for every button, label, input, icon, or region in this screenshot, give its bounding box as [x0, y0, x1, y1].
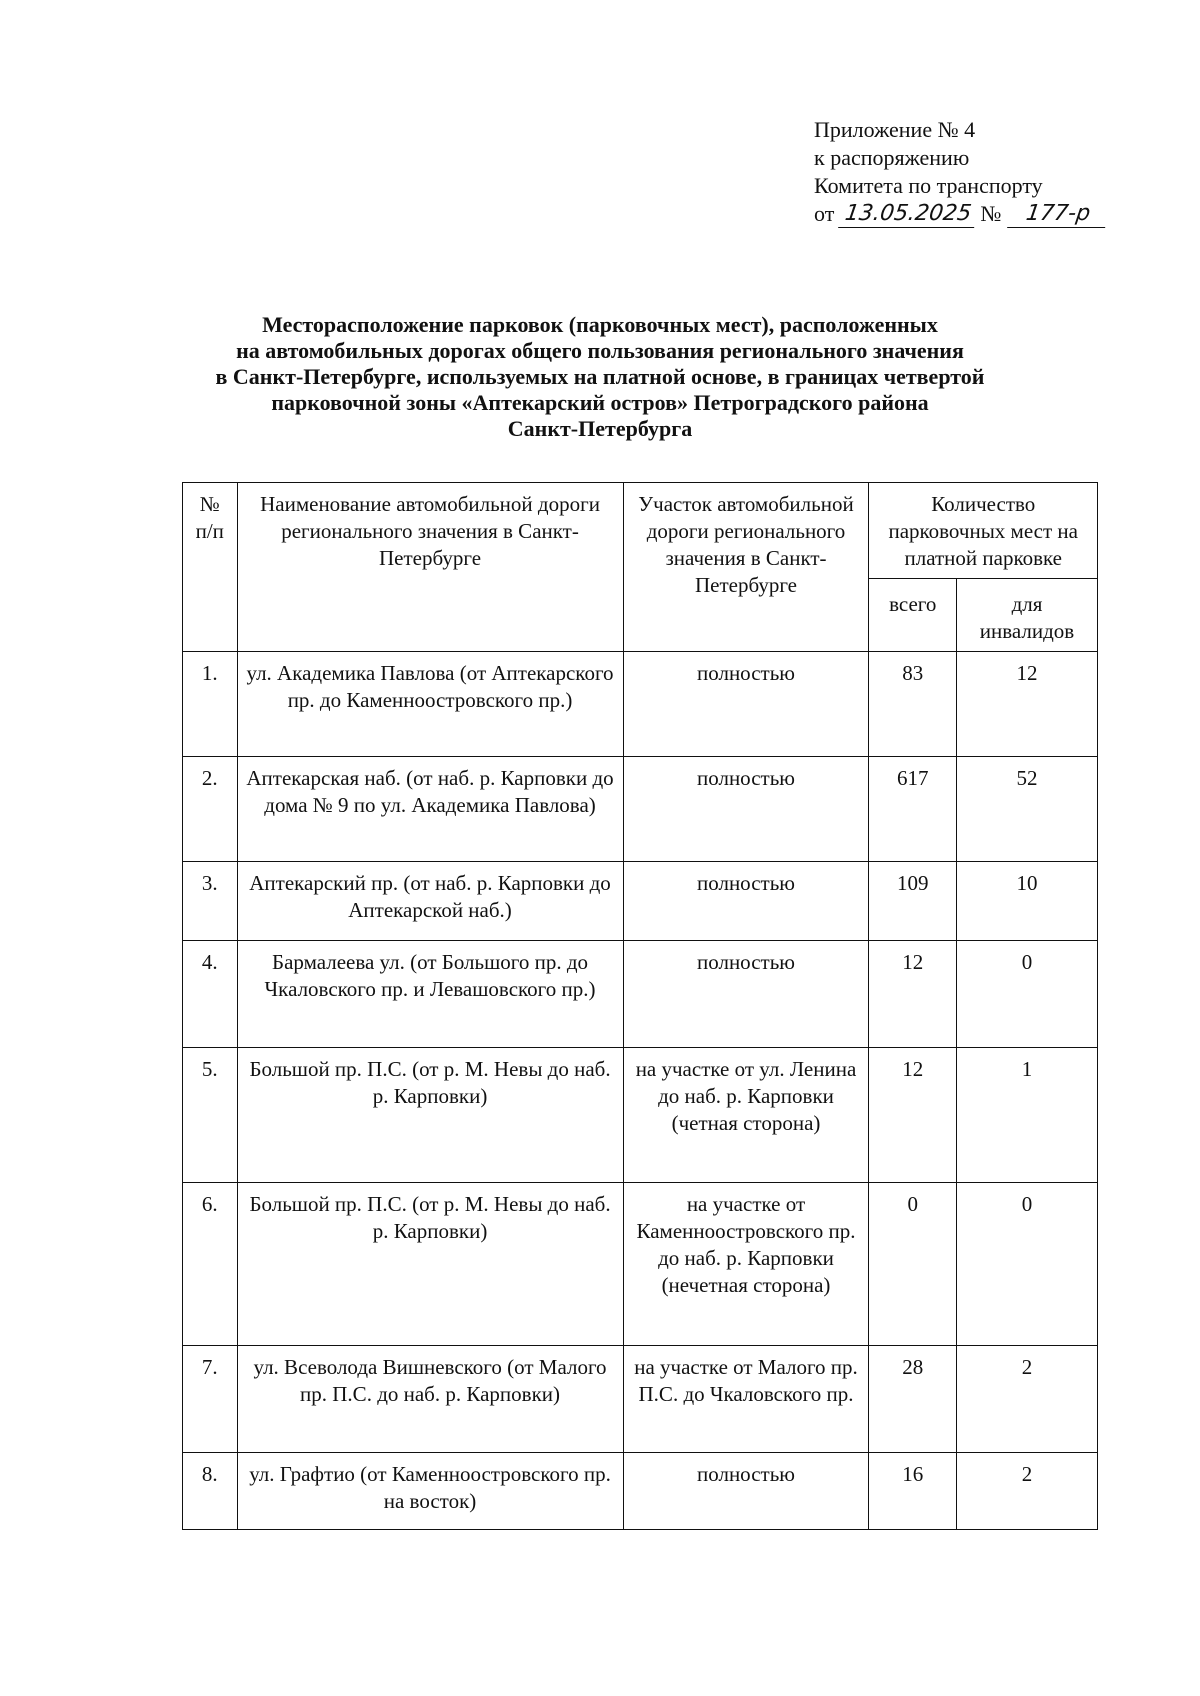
- date-number-line: [814, 200, 1144, 228]
- number-sign: №: [980, 201, 1002, 226]
- table-row: [183, 1346, 1098, 1453]
- cell-disabled: 2: [956, 1346, 1097, 1453]
- cell-num: 4.: [183, 941, 238, 1048]
- cell-disabled: 12: [956, 652, 1097, 757]
- title-line: парковочной зоны «Аптекарский остров» Петроградского района: [271, 390, 929, 415]
- document-title: [180, 312, 1020, 442]
- cell-total: 16: [869, 1453, 956, 1530]
- title-line: Месторасположение парковок (парковочных мест), расположенных: [262, 312, 938, 337]
- cell-num: 2.: [183, 757, 238, 862]
- cell-total: 12: [869, 1048, 956, 1183]
- cell-num: 7.: [183, 1346, 238, 1453]
- appendix-header: [814, 116, 1144, 228]
- cell-road-name: ул. Академика Павлова (от Аптекарского пр. до Каменноостровского пр.): [237, 652, 623, 757]
- title-line: на автомобильных дорогах общего пользования регионального значения: [236, 338, 964, 363]
- header-disabled: для инвалидов: [956, 579, 1097, 652]
- cell-section: на участке от Каменноостровского пр. до наб. р. Карповки (нечетная сторона): [623, 1183, 869, 1346]
- cell-road-name: ул. Всеволода Вишневского (от Малого пр. П.С. до наб. р. Карповки): [237, 1346, 623, 1453]
- cell-road-name: Большой пр. П.С. (от р. М. Невы до наб. р. Карповки): [237, 1048, 623, 1183]
- from-label: от: [814, 201, 835, 226]
- handwritten-date: 13.05.2025: [838, 201, 978, 228]
- cell-total: 28: [869, 1346, 956, 1453]
- cell-total: 83: [869, 652, 956, 757]
- table-row: [183, 862, 1098, 941]
- cell-road-name: Бармалеева ул. (от Большого пр. до Чкаловского пр. и Левашовского пр.): [237, 941, 623, 1048]
- table-row: [183, 652, 1098, 757]
- cell-num: 3.: [183, 862, 238, 941]
- cell-num: 1.: [183, 652, 238, 757]
- header-row: [183, 483, 1098, 579]
- cell-disabled: 10: [956, 862, 1097, 941]
- cell-section: полностью: [623, 941, 869, 1048]
- table-row: [183, 1183, 1098, 1346]
- header-count: Количество парковочных мест на платной парковке: [869, 483, 1098, 579]
- cell-disabled: 0: [956, 1183, 1097, 1346]
- header-road-name: Наименование автомобильной дороги регионального значения в Санкт-Петербурге: [237, 483, 623, 652]
- header-section: Участок автомобильной дороги регионального значения в Санкт-Петербурге: [623, 483, 869, 652]
- appendix-line: Приложение № 4: [814, 117, 976, 142]
- table-row: [183, 1453, 1098, 1530]
- cell-total: 0: [869, 1183, 956, 1346]
- title-line: Санкт-Петербурга: [507, 416, 693, 441]
- table-row: [183, 941, 1098, 1048]
- cell-road-name: ул. Графтио (от Каменноостровского пр. на восток): [237, 1453, 623, 1530]
- cell-num: 6.: [183, 1183, 238, 1346]
- appendix-line: Комитета по транспорту: [814, 173, 1043, 198]
- parking-table: [182, 482, 1098, 1530]
- cell-disabled: 2: [956, 1453, 1097, 1530]
- cell-num: 5.: [183, 1048, 238, 1183]
- cell-section: на участке от ул. Ленина до наб. р. Карповки (четная сторона): [623, 1048, 869, 1183]
- handwritten-number: 177-р: [1007, 201, 1109, 228]
- cell-road-name: Аптекарский пр. (от наб. р. Карповки до Аптекарской наб.): [237, 862, 623, 941]
- cell-disabled: 0: [956, 941, 1097, 1048]
- header-total: всего: [869, 579, 956, 652]
- table-row: [183, 1048, 1098, 1183]
- cell-section: полностью: [623, 757, 869, 862]
- table-row: [183, 757, 1098, 862]
- cell-total: 109: [869, 862, 956, 941]
- cell-total: 617: [869, 757, 956, 862]
- header-num: № п/п: [183, 483, 238, 652]
- title-line: в Санкт-Петербурге, используемых на платной основе, в границах четвертой: [215, 364, 985, 389]
- cell-section: полностью: [623, 862, 869, 941]
- cell-section: полностью: [623, 1453, 869, 1530]
- cell-disabled: 1: [956, 1048, 1097, 1183]
- cell-disabled: 52: [956, 757, 1097, 862]
- cell-road-name: Аптекарская наб. (от наб. р. Карповки до дома № 9 по ул. Академика Павлова): [237, 757, 623, 862]
- cell-total: 12: [869, 941, 956, 1048]
- cell-section: на участке от Малого пр. П.С. до Чкаловского пр.: [623, 1346, 869, 1453]
- cell-section: полностью: [623, 652, 869, 757]
- cell-road-name: Большой пр. П.С. (от р. М. Невы до наб. р. Карповки): [237, 1183, 623, 1346]
- cell-num: 8.: [183, 1453, 238, 1530]
- appendix-line: к распоряжению: [814, 145, 970, 170]
